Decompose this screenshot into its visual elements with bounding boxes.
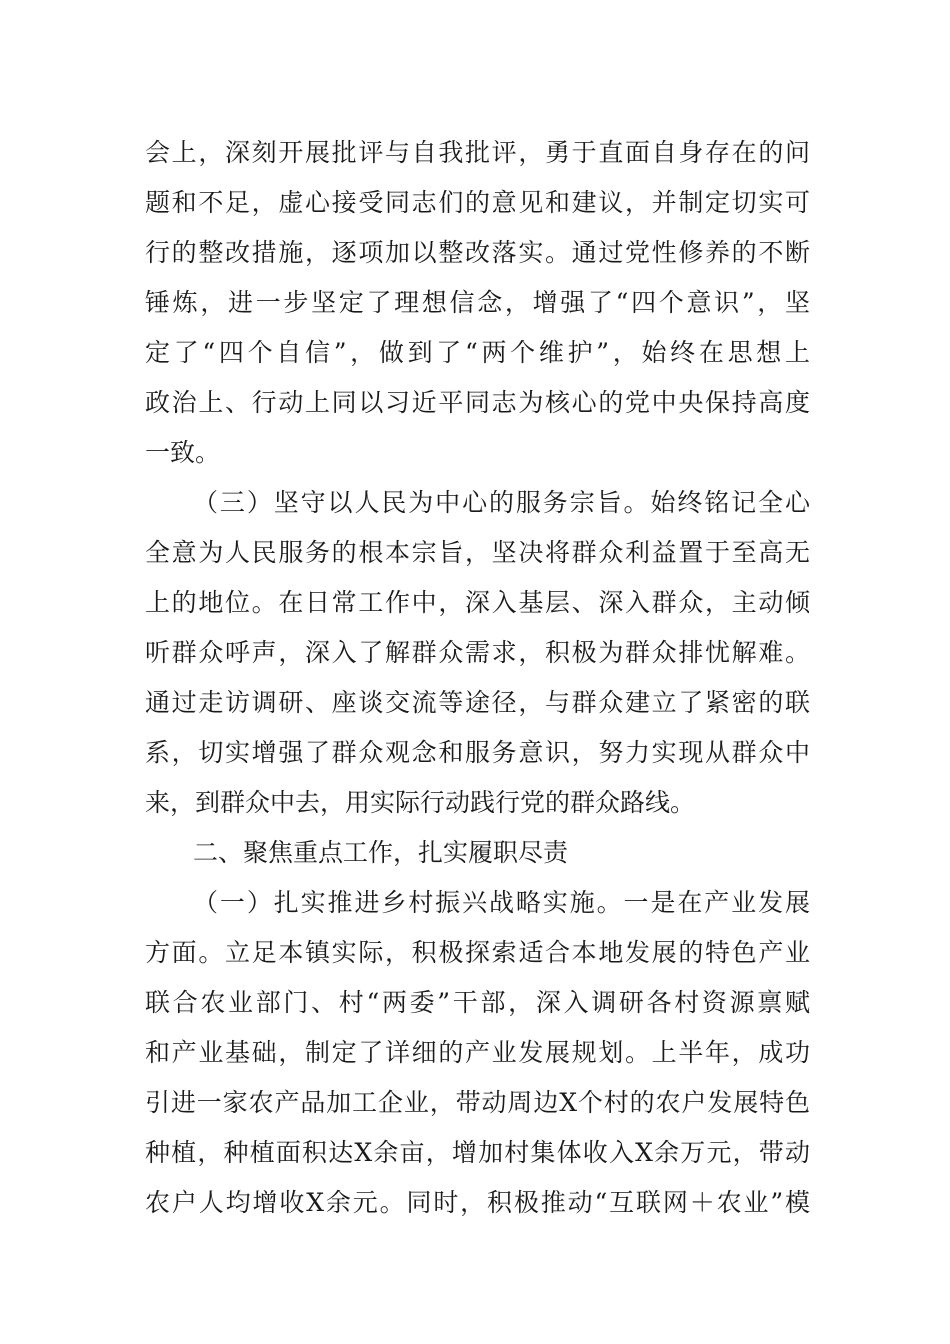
text-line: 联合农业部门、村“两委”干部，深入调研各村资源禀赋: [145, 988, 810, 1017]
body-text: [145, 128, 810, 1228]
text-line: 种植，种植面积达X余亩，增加村集体收入X余万元，带动: [145, 1138, 810, 1167]
text-line: 通过走访调研、座谈交流等途径，与群众建立了紧密的联: [145, 688, 810, 717]
text-line: 上的地位。在日常工作中，深入基层、深入群众，主动倾: [145, 588, 810, 617]
text-line: （三）坚守以人民为中心的服务宗旨。始终铭记全心: [193, 488, 810, 517]
text-line: 一致。: [145, 438, 221, 467]
text-line: 全意为人民服务的根本宗旨，坚决将群众利益置于至高无: [145, 538, 810, 567]
text-line: 方面。立足本镇实际，积极探索适合本地发展的特色产业: [145, 938, 810, 967]
text-line: 政治上、行动上同以习近平同志为核心的党中央保持高度: [145, 388, 810, 417]
text-line: 系，切实增强了群众观念和服务意识，努力实现从群众中: [145, 738, 810, 767]
text-line: 二、聚焦重点工作，扎实履职尽责: [193, 838, 569, 867]
text-line: 行的整改措施，逐项加以整改落实。通过党性修养的不断: [145, 238, 810, 267]
text-line: 来，到群众中去，用实际行动践行党的群众路线。: [145, 788, 696, 817]
text-line: 听群众呼声，深入了解群众需求，积极为群众排忧解难。: [145, 638, 810, 667]
text-line: 和产业基础，制定了详细的产业发展规划。上半年，成功: [145, 1038, 810, 1067]
text-line: 题和不足，虚心接受同志们的意见和建议，并制定切实可: [145, 188, 810, 217]
text-line: 农户人均增收X余元。同时，积极推动“互联网＋农业”模: [145, 1188, 810, 1217]
text-line: 定了“四个自信”，做到了“两个维护”，始终在思想上: [145, 338, 810, 367]
text-line: 会上，深刻开展批评与自我批评，勇于直面自身存在的问: [145, 138, 810, 167]
text-line: （一）扎实推进乡村振兴战略实施。一是在产业发展: [193, 888, 810, 917]
text-line: 锤炼，进一步坚定了理想信念，增强了“四个意识”，坚: [145, 288, 810, 317]
text-line: 引进一家农产品加工企业，带动周边X个村的农户发展特色: [145, 1088, 810, 1117]
